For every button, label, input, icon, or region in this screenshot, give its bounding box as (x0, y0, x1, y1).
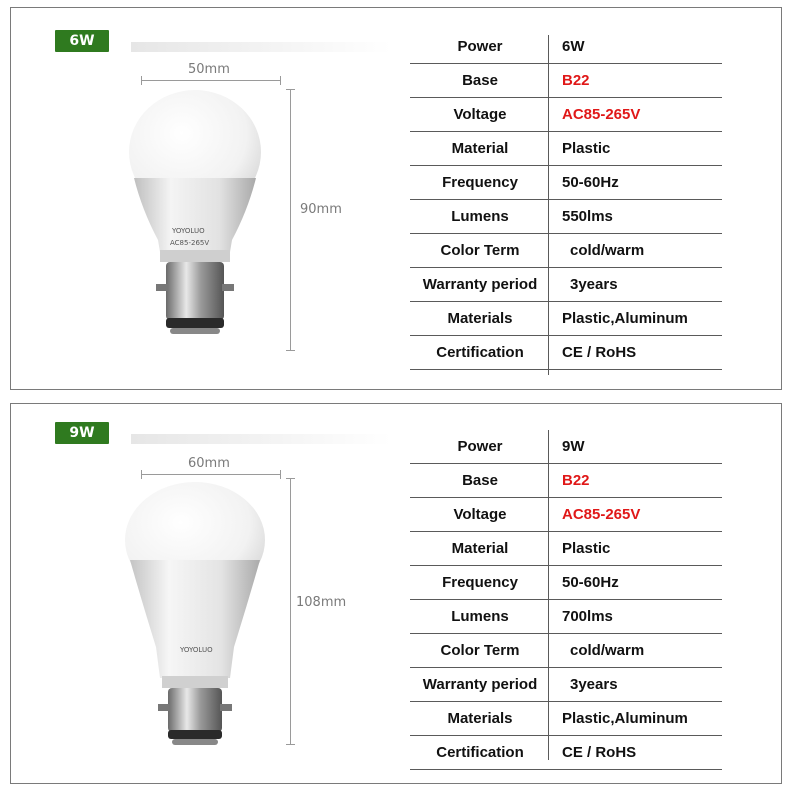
spec-value: 550lms (562, 208, 613, 225)
spec-row-color-term (410, 634, 722, 668)
spec-key: Certification (436, 344, 524, 361)
spec-row-lumens (410, 200, 722, 234)
width-tick-right (280, 76, 281, 85)
spec-row-power (410, 30, 722, 64)
spec-row-frequency (410, 566, 722, 600)
spec-value: AC85-265V (562, 506, 641, 523)
width-tick-right (280, 470, 281, 479)
badge-underline (131, 42, 391, 52)
spec-key: Material (451, 540, 509, 557)
spec-key: Material (451, 140, 509, 157)
spec-row-material (410, 132, 722, 166)
width-dimension-label: 50mm (188, 62, 230, 77)
badge-underline (131, 434, 391, 444)
spec-row-certification (410, 736, 722, 770)
width-dimension-line (141, 474, 281, 475)
bulb-6w-image (120, 90, 270, 350)
bulb-brand-text: YOYOLUO (180, 646, 213, 654)
spec-row-frequency (410, 166, 722, 200)
spec-value: cold/warm (570, 642, 645, 659)
spec-value: CE / RoHS (562, 744, 637, 761)
spec-value: Plastic,Aluminum (562, 710, 688, 727)
spec-value: 6W (562, 38, 585, 55)
spec-row-lumens (410, 600, 722, 634)
spec-key: Base (462, 472, 498, 489)
width-dimension-line (141, 80, 281, 81)
spec-value: AC85-265V (562, 106, 641, 123)
spec-row-materials (410, 702, 722, 736)
spec-value: 3years (570, 276, 618, 293)
spec-key: Lumens (451, 608, 509, 625)
spec-row-material (410, 532, 722, 566)
spec-row-voltage (410, 498, 722, 532)
spec-row-warranty (410, 268, 722, 302)
height-tick-top (286, 89, 295, 90)
spec-value: 9W (562, 438, 585, 455)
height-tick-bottom (286, 350, 295, 351)
spec-key: Frequency (442, 574, 518, 591)
spec-row-base (410, 464, 722, 498)
bulb-voltage-text: AC85-265V (170, 239, 210, 247)
height-tick-bottom (286, 744, 295, 745)
width-tick-left (141, 76, 142, 85)
spec-key: Color Term (440, 642, 520, 659)
wattage-badge: 9W (55, 422, 109, 444)
spec-value: 700lms (562, 608, 613, 625)
spec-key: Warranty period (422, 676, 538, 693)
spec-value: 3years (570, 676, 618, 693)
bulb-9w-image (118, 482, 272, 750)
height-tick-top (286, 478, 295, 479)
spec-row-color-term (410, 234, 722, 268)
spec-value: B22 (562, 72, 590, 89)
spec-key: Lumens (451, 208, 509, 225)
spec-key: Power (457, 38, 503, 55)
height-dimension-label: 90mm (300, 202, 342, 217)
spec-key: Voltage (453, 106, 507, 123)
spec-value: B22 (562, 472, 590, 489)
height-dimension-line (290, 478, 291, 745)
spec-row-base (410, 64, 722, 98)
spec-key: Power (457, 438, 503, 455)
spec-key: Frequency (442, 174, 518, 191)
spec-key: Voltage (453, 506, 507, 523)
spec-key: Warranty period (422, 276, 538, 293)
spec-row-certification (410, 336, 722, 370)
spec-row-power (410, 430, 722, 464)
spec-value: Plastic,Aluminum (562, 310, 688, 327)
wattage-badge: 6W (55, 30, 109, 52)
width-tick-left (141, 470, 142, 479)
spec-value: CE / RoHS (562, 344, 637, 361)
height-dimension-label: 108mm (296, 595, 347, 610)
spec-table-6w (410, 30, 722, 370)
height-dimension-line (290, 89, 291, 351)
spec-row-materials (410, 302, 722, 336)
spec-row-voltage (410, 98, 722, 132)
spec-key: Materials (447, 310, 513, 327)
spec-row-warranty (410, 668, 722, 702)
spec-key: Certification (436, 744, 524, 761)
spec-key: Materials (447, 710, 513, 727)
spec-key: Base (462, 72, 498, 89)
spec-value: 50-60Hz (562, 174, 619, 191)
spec-table-9w (410, 430, 722, 770)
spec-value: 50-60Hz (562, 574, 619, 591)
spec-key: Color Term (440, 242, 520, 259)
spec-value: Plastic (562, 140, 611, 157)
spec-value: Plastic (562, 540, 611, 557)
spec-value: cold/warm (570, 242, 645, 259)
bulb-brand-text: YOYOLUO (172, 227, 205, 235)
width-dimension-label: 60mm (188, 456, 230, 471)
